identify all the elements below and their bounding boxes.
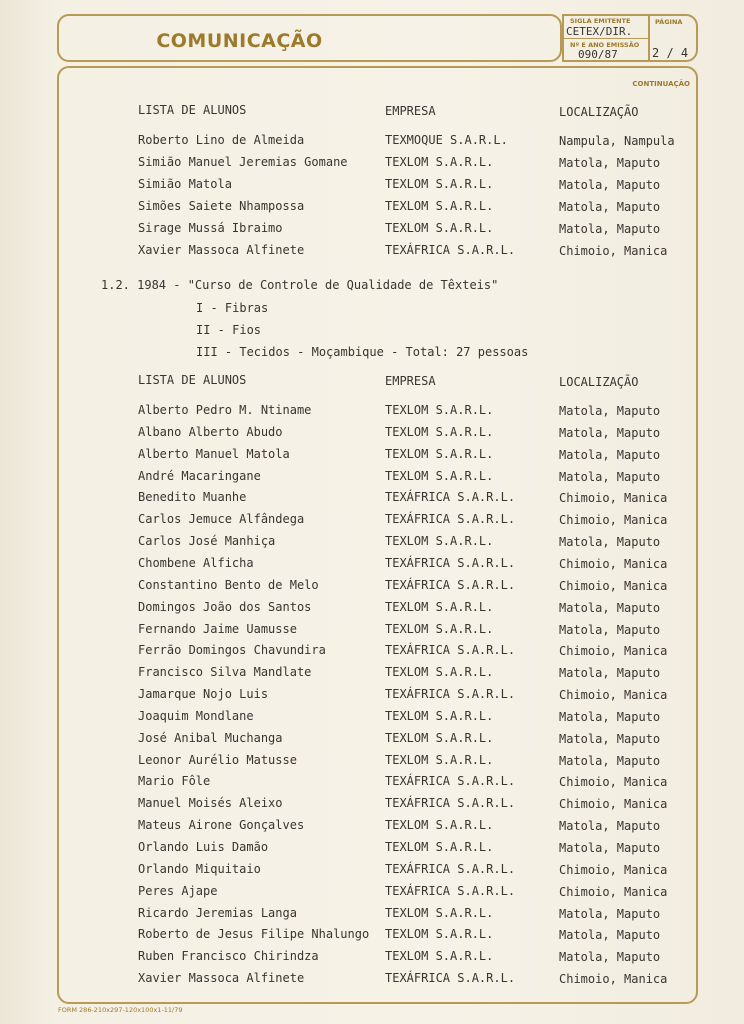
student-localizacao: Matola, Maputo xyxy=(559,709,661,724)
student-empresa: TEXLOM S.A.R.L. xyxy=(385,708,494,723)
header-meta-box xyxy=(562,14,698,62)
student-name: Chombene Alficha xyxy=(138,555,254,570)
student-empresa: TEXLOM S.A.R.L. xyxy=(385,177,494,191)
student-localizacao: Matola, Maputo xyxy=(559,731,661,746)
student-empresa: TEXLOM S.A.R.L. xyxy=(385,840,494,854)
student-name: Fernando Jaime Uamusse xyxy=(138,621,297,636)
student-empresa: TEXLOM S.A.R.L. xyxy=(385,730,494,745)
student-empresa: TEXLOM S.A.R.L. xyxy=(385,752,494,767)
student-empresa: TEXLOM S.A.R.L. xyxy=(385,621,494,636)
student-empresa: TEXLOM S.A.R.L. xyxy=(385,949,494,964)
student-name: Leonor Aurélio Matusse xyxy=(138,752,297,767)
student-localizacao: Matola, Maputo xyxy=(559,666,661,681)
numero-label: Nº E ANO EMISSÃO xyxy=(570,41,640,49)
student-localizacao: Matola, Maputo xyxy=(559,535,661,550)
student-localizacao: Matola, Maputo xyxy=(559,753,661,768)
student-empresa: TEXÁFRICA S.A.R.L. xyxy=(385,796,516,811)
meta-divider xyxy=(648,16,650,60)
student-localizacao: Chimoio, Manica xyxy=(559,491,668,506)
student-name: Orlando Miquitaio xyxy=(138,861,261,876)
student-name: Joaquim Mondlane xyxy=(138,708,254,723)
student-localizacao: Matola, Maputo xyxy=(559,600,661,615)
continuacao-label: CONTINUAÇÃO xyxy=(632,80,690,88)
student-localizacao: Matola, Maputo xyxy=(559,819,661,834)
student-name: Xavier Massoca Alfinete xyxy=(138,971,305,986)
numero-value: 090/87 xyxy=(578,48,618,61)
section-line: I - Fibras xyxy=(196,301,269,315)
student-localizacao: Chimoio, Manica xyxy=(559,688,668,703)
section-heading: 1.2. 1984 - "Curso de Controle de Qualidade de Têxteis" xyxy=(101,278,499,292)
student-name: Jamarque Nojo Luis xyxy=(138,687,269,702)
student-name: Ruben Francisco Chirindza xyxy=(138,949,319,964)
student-localizacao: Matola, Maputo xyxy=(559,906,661,921)
pagina-label: PÁGINA xyxy=(655,18,683,26)
student-localizacao: Matola, Maputo xyxy=(559,622,661,637)
student-name: Constantino Bento de Melo xyxy=(138,577,319,592)
student-localizacao: Chimoio, Manica xyxy=(559,578,668,593)
student-empresa: TEXLOM S.A.R.L. xyxy=(385,665,494,680)
student-empresa: TEXLOM S.A.R.L. xyxy=(385,446,494,461)
student-localizacao: Matola, Maputo xyxy=(559,156,661,170)
student-name: Simião Manuel Jeremias Gomane xyxy=(138,155,348,169)
column-header-empresa: EMPRESA xyxy=(385,374,436,388)
student-localizacao: Chimoio, Manica xyxy=(559,884,668,899)
student-name: Simião Matola xyxy=(138,177,232,191)
student-localizacao: Matola, Maputo xyxy=(559,447,661,462)
student-empresa: TEXÁFRICA S.A.R.L. xyxy=(385,643,516,658)
student-name: Francisco Silva Mandlate xyxy=(138,665,312,680)
section-line: II - Fios xyxy=(196,323,262,337)
student-name: Roberto de Jesus Filipe Nhalungo xyxy=(138,927,370,942)
student-empresa: TEXLOM S.A.R.L. xyxy=(385,905,494,920)
student-name: Xavier Massoca Alfinete xyxy=(138,243,305,257)
student-localizacao: Matola, Maputo xyxy=(559,950,661,965)
header-title-box xyxy=(57,14,562,62)
student-empresa: TEXLOM S.A.R.L. xyxy=(385,424,494,439)
student-empresa: TEXLOM S.A.R.L. xyxy=(385,155,494,169)
student-localizacao: Matola, Maputo xyxy=(559,469,661,484)
student-empresa: TEXÁFRICA S.A.R.L. xyxy=(385,861,516,876)
student-name: Roberto Lino de Almeida xyxy=(138,133,305,147)
student-localizacao: Matola, Maputo xyxy=(559,928,661,943)
student-localizacao: Chimoio, Manica xyxy=(559,644,668,659)
column-header-localizacao: LOCALIZAÇÃO xyxy=(559,375,639,389)
column-header-localizacao: LOCALIZAÇÃO xyxy=(559,105,639,119)
student-name: Ricardo Jeremias Langa xyxy=(138,905,297,920)
student-empresa: TEXLOM S.A.R.L. xyxy=(385,221,494,235)
student-localizacao: Nampula, Nampula xyxy=(559,134,675,148)
pagina-value: 2 / 4 xyxy=(652,46,689,60)
student-localizacao: Chimoio, Manica xyxy=(559,775,668,790)
student-localizacao: Chimoio, Manica xyxy=(559,556,668,571)
student-localizacao: Chimoio, Manica xyxy=(559,513,668,528)
student-localizacao: Chimoio, Manica xyxy=(559,244,668,258)
student-empresa: TEXÁFRICA S.A.R.L. xyxy=(385,971,516,986)
student-empresa: TEXÁFRICA S.A.R.L. xyxy=(385,512,516,527)
student-empresa: TEXLOM S.A.R.L. xyxy=(385,927,494,942)
student-localizacao: Matola, Maputo xyxy=(559,841,661,855)
student-localizacao: Chimoio, Manica xyxy=(559,862,668,877)
column-header-name: LISTA DE ALUNOS xyxy=(138,373,247,387)
student-empresa: TEXÁFRICA S.A.R.L. xyxy=(385,883,516,898)
student-name: Alberto Manuel Matola xyxy=(138,446,290,461)
form-code: FORM 286-210x297-120x100x1-11/79 xyxy=(58,1006,183,1014)
student-empresa: TEXÁFRICA S.A.R.L. xyxy=(385,243,516,257)
student-localizacao: Chimoio, Manica xyxy=(559,797,668,812)
student-empresa: TEXLOM S.A.R.L. xyxy=(385,403,494,417)
student-empresa: TEXLOM S.A.R.L. xyxy=(385,599,494,614)
student-name: Sirage Mussá Ibraimo xyxy=(138,221,283,235)
student-localizacao: Matola, Maputo xyxy=(559,200,661,214)
student-name: Peres Ajape xyxy=(138,883,218,898)
student-localizacao: Matola, Maputo xyxy=(559,178,661,192)
student-empresa: TEXÁFRICA S.A.R.L. xyxy=(385,490,516,505)
student-localizacao: Matola, Maputo xyxy=(559,404,661,418)
student-name: André Macaringane xyxy=(138,468,261,483)
student-empresa: TEXLOM S.A.R.L. xyxy=(385,534,494,549)
student-empresa: TEXLOM S.A.R.L. xyxy=(385,199,494,213)
student-name: Carlos José Manhiça xyxy=(138,534,276,549)
column-header-empresa: EMPRESA xyxy=(385,104,436,118)
student-name: Albano Alberto Abudo xyxy=(138,424,283,439)
student-localizacao: Chimoio, Manica xyxy=(559,972,668,987)
sigla-value: CETEX/DIR. xyxy=(566,25,633,38)
student-empresa: TEXÁFRICA S.A.R.L. xyxy=(385,577,516,592)
student-empresa: TEXÁFRICA S.A.R.L. xyxy=(385,687,516,702)
document-title: COMUNICAÇÃO xyxy=(156,30,323,52)
student-name: Ferrão Domingos Chavundira xyxy=(138,643,326,658)
student-name: Alberto Pedro M. Ntiname xyxy=(138,403,312,417)
student-empresa: TEXÁFRICA S.A.R.L. xyxy=(385,774,516,789)
student-empresa: TEXMOQUE S.A.R.L. xyxy=(385,133,508,147)
student-name: José Anibal Muchanga xyxy=(138,730,283,745)
student-empresa: TEXLOM S.A.R.L. xyxy=(385,818,494,833)
student-empresa: TEXÁFRICA S.A.R.L. xyxy=(385,555,516,570)
student-name: Domingos João dos Santos xyxy=(138,599,312,614)
student-empresa: TEXLOM S.A.R.L. xyxy=(385,468,494,483)
meta-divider xyxy=(564,38,648,39)
student-name: Simões Saiete Nhampossa xyxy=(138,199,305,213)
student-name: Orlando Luis Damão xyxy=(138,840,269,854)
student-name: Mateus Airone Gonçalves xyxy=(138,818,305,833)
student-name: Carlos Jemuce Alfândega xyxy=(138,512,305,527)
sigla-label: SIGLA EMITENTE xyxy=(570,17,631,25)
student-localizacao: Matola, Maputo xyxy=(559,425,661,440)
student-localizacao: Matola, Maputo xyxy=(559,222,661,236)
student-name: Benedito Muanhe xyxy=(138,490,247,505)
student-name: Manuel Moisés Aleixo xyxy=(138,796,283,811)
student-name: Mario Fôle xyxy=(138,774,211,789)
section-line: III - Tecidos - Moçambique - Total: 27 pessoas xyxy=(196,345,529,359)
column-header-name: LISTA DE ALUNOS xyxy=(138,103,247,117)
